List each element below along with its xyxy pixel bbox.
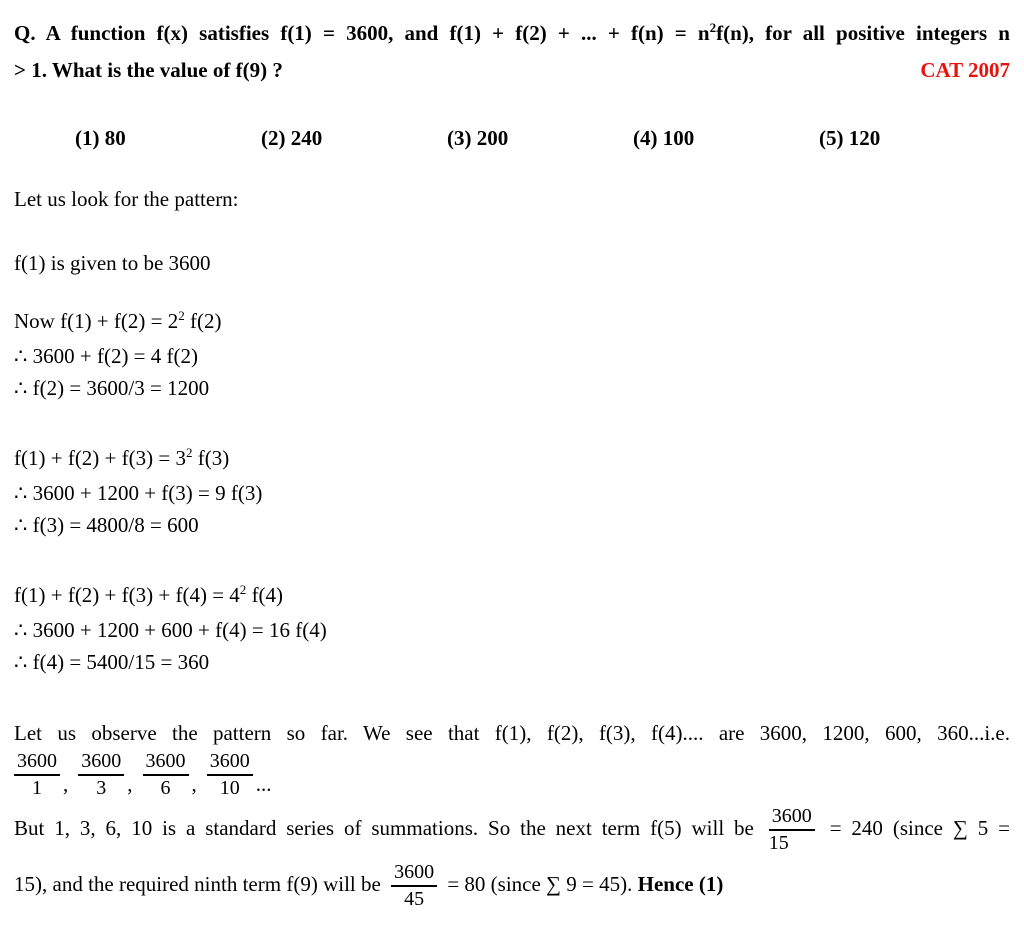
option-1: (1) 80 xyxy=(75,126,126,150)
fraction-4 xyxy=(207,750,253,800)
solution-given: f(1) is given to be 3600 xyxy=(14,251,211,275)
option-3: (3) 200 xyxy=(447,126,509,150)
step2-superscript: 2 xyxy=(178,308,185,324)
final-line-2 xyxy=(14,856,1010,912)
solution-step-3 xyxy=(14,442,1010,541)
option-2: (2) 240 xyxy=(261,126,323,150)
question-text-post: f(n), for all positive integers n xyxy=(716,21,1010,45)
fraction-separator: , xyxy=(63,771,69,796)
fraction-3 xyxy=(143,750,189,800)
fraction-3600-45-denominator: 45 xyxy=(404,888,425,911)
fraction-4-denominator: 10 xyxy=(219,777,240,799)
fraction-ellipsis: ... xyxy=(255,771,272,796)
step2-eq-post: f(2) xyxy=(184,309,222,333)
question-text-pre: Q. A function f(x) satisfies f(1) = 3600, and f(1) + f(2) + ... + f(n) = n xyxy=(14,21,710,45)
fractions-row xyxy=(14,750,1010,800)
final-line-1 xyxy=(14,800,1010,856)
final1-text-pre: But 1, 3, 6, 10 is a standard series of summations. So the next term f(5) will be xyxy=(14,816,754,840)
step2-equation xyxy=(14,305,1010,340)
fraction-4-numerator: 3600 xyxy=(207,750,253,776)
fraction-separator: , xyxy=(127,771,133,796)
options-row xyxy=(14,121,1010,155)
step4-line-2: ∴ 3600 + 1200 + 600 + f(4) = 16 f(4) xyxy=(14,618,327,642)
fraction-2-numerator: 3600 xyxy=(78,750,124,776)
fraction-1 xyxy=(14,750,60,800)
fraction-3600-15-numerator: 3600 xyxy=(769,805,815,831)
fraction-3600-45 xyxy=(391,861,437,911)
step3-line-2: ∴ 3600 + 1200 + f(3) = 9 f(3) xyxy=(14,481,263,505)
fraction-2 xyxy=(78,750,124,800)
final1-text-post: = 240 (since ∑ 5 = xyxy=(829,816,1010,840)
solution-step-2 xyxy=(14,305,1010,404)
step3-line-3: ∴ f(3) = 4800/8 = 600 xyxy=(14,513,199,537)
step4-eq-post: f(4) xyxy=(246,583,284,607)
step3-superscript: 2 xyxy=(185,445,193,461)
final2-text-pre: 15), and the required ninth term f(9) will be xyxy=(14,872,381,896)
final2-answer: Hence (1) xyxy=(637,872,724,896)
question-superscript: 2 xyxy=(709,20,717,36)
fraction-3600-15-denominator: 15 xyxy=(768,832,789,855)
step2-line-3: ∴ f(2) = 3600/3 = 1200 xyxy=(14,376,210,400)
step4-line-3: ∴ f(4) = 5400/15 = 360 xyxy=(14,650,210,674)
fraction-separator: , xyxy=(191,771,197,796)
solution-intro: Let us look for the pattern: xyxy=(14,187,239,211)
fraction-3600-45-numerator: 3600 xyxy=(391,861,437,887)
solution-step-4 xyxy=(14,579,1010,678)
question-text-line2: > 1. What is the value of f(9) ? xyxy=(14,58,283,82)
fraction-3-denominator: 6 xyxy=(160,777,171,799)
step2-line-2: ∴ 3600 + f(2) = 4 f(2) xyxy=(14,344,199,368)
question-line-1 xyxy=(14,16,1010,53)
step3-eq-pre: f(1) + f(2) + f(3) = 3 xyxy=(14,446,186,470)
question-line-2 xyxy=(14,53,1010,87)
exam-tag: CAT 2007 xyxy=(920,58,1010,82)
fraction-3-numerator: 3600 xyxy=(143,750,189,776)
step2-eq-pre: Now f(1) + f(2) = 2 xyxy=(14,309,179,333)
step4-superscript: 2 xyxy=(239,582,247,598)
step3-eq-post: f(3) xyxy=(192,446,230,470)
step4-eq-pre: f(1) + f(2) + f(3) + f(4) = 4 xyxy=(14,583,240,607)
step4-equation xyxy=(14,579,1010,614)
fraction-2-denominator: 3 xyxy=(96,777,107,799)
fraction-1-denominator: 1 xyxy=(32,777,42,799)
option-5: (5) 120 xyxy=(819,126,881,150)
option-4: (4) 100 xyxy=(633,126,695,150)
step3-equation xyxy=(14,442,1010,477)
fraction-1-numerator: 3600 xyxy=(14,750,60,776)
fraction-3600-15 xyxy=(769,805,815,855)
observe-line: Let us observe the pattern so far. We see that f(1), f(2), f(3), f(4).... are 3600, 1200, 600, 360...i.e. xyxy=(14,721,1010,745)
final2-text-mid: = 80 (since ∑ 9 = 45). xyxy=(447,872,633,896)
